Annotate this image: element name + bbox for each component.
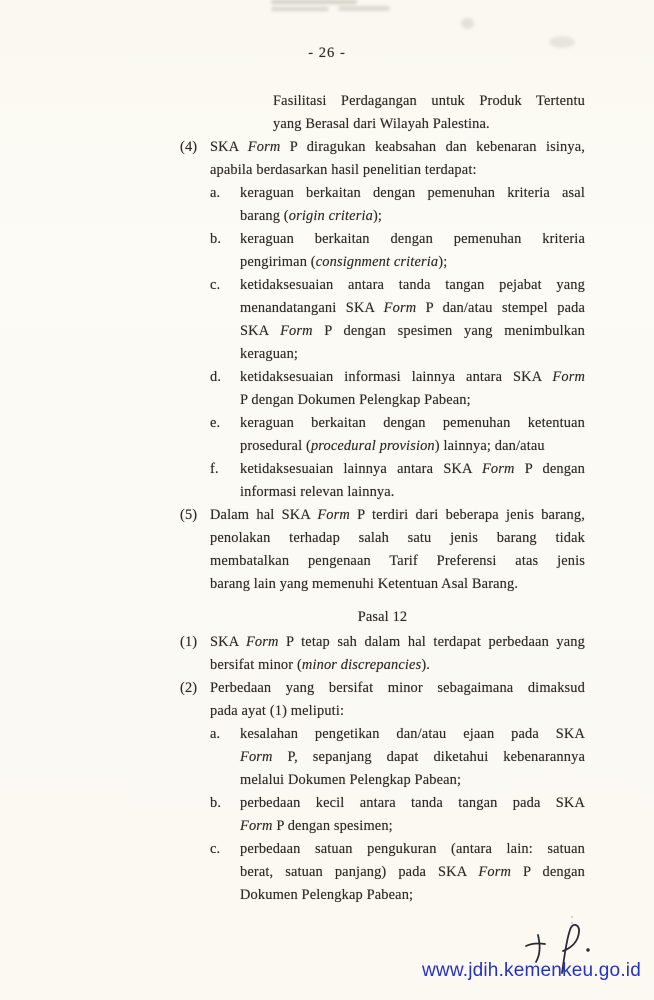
text-line: barang (origin criteria);	[240, 208, 383, 224]
text-line: prosedural (procedural provision) lainnya; dan/atau	[240, 438, 545, 454]
list-item	[210, 366, 585, 412]
paragraph-lines	[273, 90, 585, 136]
list-marker: b.	[210, 231, 222, 247]
list-marker: (1)	[180, 634, 198, 650]
text-line: perbedaan kecil antara tanda tangan pada SKA	[240, 795, 585, 811]
list-marker: e.	[210, 415, 221, 431]
italic-text: Form	[280, 323, 313, 339]
jdih-kemenkeu-watermark: www.jdih.kemenkeu.go.id	[422, 960, 641, 981]
paragraph	[273, 90, 585, 136]
paragraph-lines	[240, 458, 585, 504]
text-line: ketidaksesuaian lainnya antara SKA Form P dengan	[240, 461, 585, 477]
scan-artifact	[271, 7, 329, 11]
text-line: Form P dengan spesimen;	[240, 818, 393, 834]
list-marker: f.	[210, 461, 219, 477]
text-line: melalui Dokumen Pelengkap Pabean;	[240, 772, 462, 788]
italic-text: Form	[478, 864, 512, 880]
pen-stroke	[536, 935, 540, 962]
text-line: keraguan berkaitan dengan pemenuhan kriteria asal	[240, 185, 585, 201]
scan-artifact	[461, 18, 474, 29]
section-heading	[180, 606, 585, 629]
text-line: penolakan terhadap salah satu jenis barang tidak	[210, 530, 585, 546]
text-line: menandatangani SKA Form P dan/atau stempel pada	[240, 300, 585, 316]
italic-text: Form	[383, 300, 417, 316]
italic-text: Form	[240, 818, 273, 834]
italic-text: Form	[317, 507, 350, 523]
text-line: SKA Form P tetap sah dalam hal terdapat perbedaan yang	[210, 634, 585, 650]
text-line: P dengan Dokumen Pelengkap Pabean;	[240, 392, 471, 408]
text-line: bersifat minor (minor discrepancies).	[210, 657, 431, 673]
text-line: Pasal 12	[357, 609, 408, 625]
text-line: Dalam hal SKA Form P terdiri dari beberapa jenis barang,	[210, 507, 585, 523]
italic-text: origin criteria	[288, 208, 373, 224]
italic-text: procedural provision	[310, 438, 435, 454]
text-line: Dokumen Pelengkap Pabean;	[240, 887, 414, 903]
paragraph-lines	[240, 838, 585, 907]
list-item	[210, 228, 585, 274]
italic-text: Form	[240, 749, 273, 765]
list-item	[180, 136, 585, 182]
paragraph-lines	[240, 274, 585, 366]
list-marker: (5)	[180, 507, 198, 523]
text-line: Form P, sepanjang dapat diketahui kebenarannya	[240, 749, 585, 765]
list-marker: a.	[210, 185, 221, 201]
text-line: apabila berdasarkan hasil penelitian terdapat:	[210, 162, 477, 178]
text-line: Fasilitasi Perdagangan untuk Produk Tertentu	[273, 93, 585, 109]
scan-artifact	[338, 6, 390, 11]
italic-text: Form	[245, 634, 279, 650]
paragraph-lines	[240, 228, 585, 274]
list-marker: c.	[210, 277, 221, 293]
italic-text: Form	[247, 139, 281, 155]
list-item	[210, 412, 585, 458]
text-line: kesalahan pengetikan dan/atau ejaan pada SKA	[240, 726, 585, 742]
text-line: keraguan;	[240, 346, 299, 362]
list-marker: b.	[210, 795, 222, 811]
list-marker: a.	[210, 726, 221, 742]
pen-speck	[571, 922, 573, 924]
page-number: - 26 -	[308, 45, 346, 61]
text-line: perbedaan satuan pengukuran (antara lain: satuan	[240, 841, 585, 857]
text-line: pada ayat (1) meliputi:	[210, 703, 345, 719]
text-line: membatalkan pengenaan Tarif Preferensi atas jenis	[210, 553, 585, 569]
text-line: SKA Form P dengan spesimen yang menimbulkan	[240, 323, 585, 339]
list-item	[210, 792, 585, 838]
list-marker: (2)	[180, 680, 198, 696]
paragraph-lines	[210, 136, 585, 182]
list-marker: c.	[210, 841, 221, 857]
document-body	[180, 90, 585, 907]
paragraph-lines	[210, 504, 585, 596]
italic-text: Form	[481, 461, 515, 477]
pen-dot	[586, 948, 589, 951]
text-line: informasi relevan lainnya.	[240, 484, 395, 500]
text-line: ketidaksesuaian antara tanda tangan pejabat yang	[240, 277, 585, 293]
list-marker: d.	[210, 369, 222, 385]
text-line: keraguan berkaitan dengan pemenuhan ketentuan	[240, 415, 585, 431]
text-line: berat, satuan panjang) pada SKA Form P dengan	[240, 864, 585, 880]
list-item	[180, 504, 585, 596]
list-item	[210, 182, 585, 228]
list-item	[210, 458, 585, 504]
list-item	[180, 677, 585, 723]
scan-artifact	[271, 0, 357, 4]
text-line: barang lain yang memenuhi Ketentuan Asal Barang.	[210, 576, 519, 592]
list-item	[180, 631, 585, 677]
paragraph-lines	[240, 182, 585, 228]
list-marker: (4)	[180, 139, 198, 155]
paragraph-lines	[210, 677, 585, 723]
text-line: Perbedaan yang bersifat minor sebagaimana dimaksud	[210, 680, 585, 696]
paragraph-lines	[210, 631, 585, 677]
pen-stroke	[526, 943, 545, 946]
pen-speck	[571, 916, 573, 918]
paragraph-lines	[180, 606, 585, 629]
text-line: yang Berasal dari Wilayah Palestina.	[273, 116, 490, 132]
paragraph-lines	[240, 366, 585, 412]
text-line: keraguan berkaitan dengan pemenuhan kriteria	[240, 231, 585, 247]
paragraph-lines	[240, 792, 585, 838]
text-line: SKA Form P diragukan keabsahan dan kebenaran isinya,	[210, 139, 585, 155]
paragraph-lines	[240, 412, 585, 458]
italic-text: minor discrepancies	[301, 657, 422, 673]
text-line: ketidaksesuaian informasi lainnya antara SKA Form	[240, 369, 585, 385]
list-item	[210, 274, 585, 366]
paragraph-lines	[240, 723, 585, 792]
list-item	[210, 723, 585, 792]
list-item	[210, 838, 585, 907]
text-line: pengiriman (consignment criteria);	[240, 254, 448, 270]
italic-text: Form	[552, 369, 585, 385]
italic-text: consignment criteria	[315, 254, 439, 270]
